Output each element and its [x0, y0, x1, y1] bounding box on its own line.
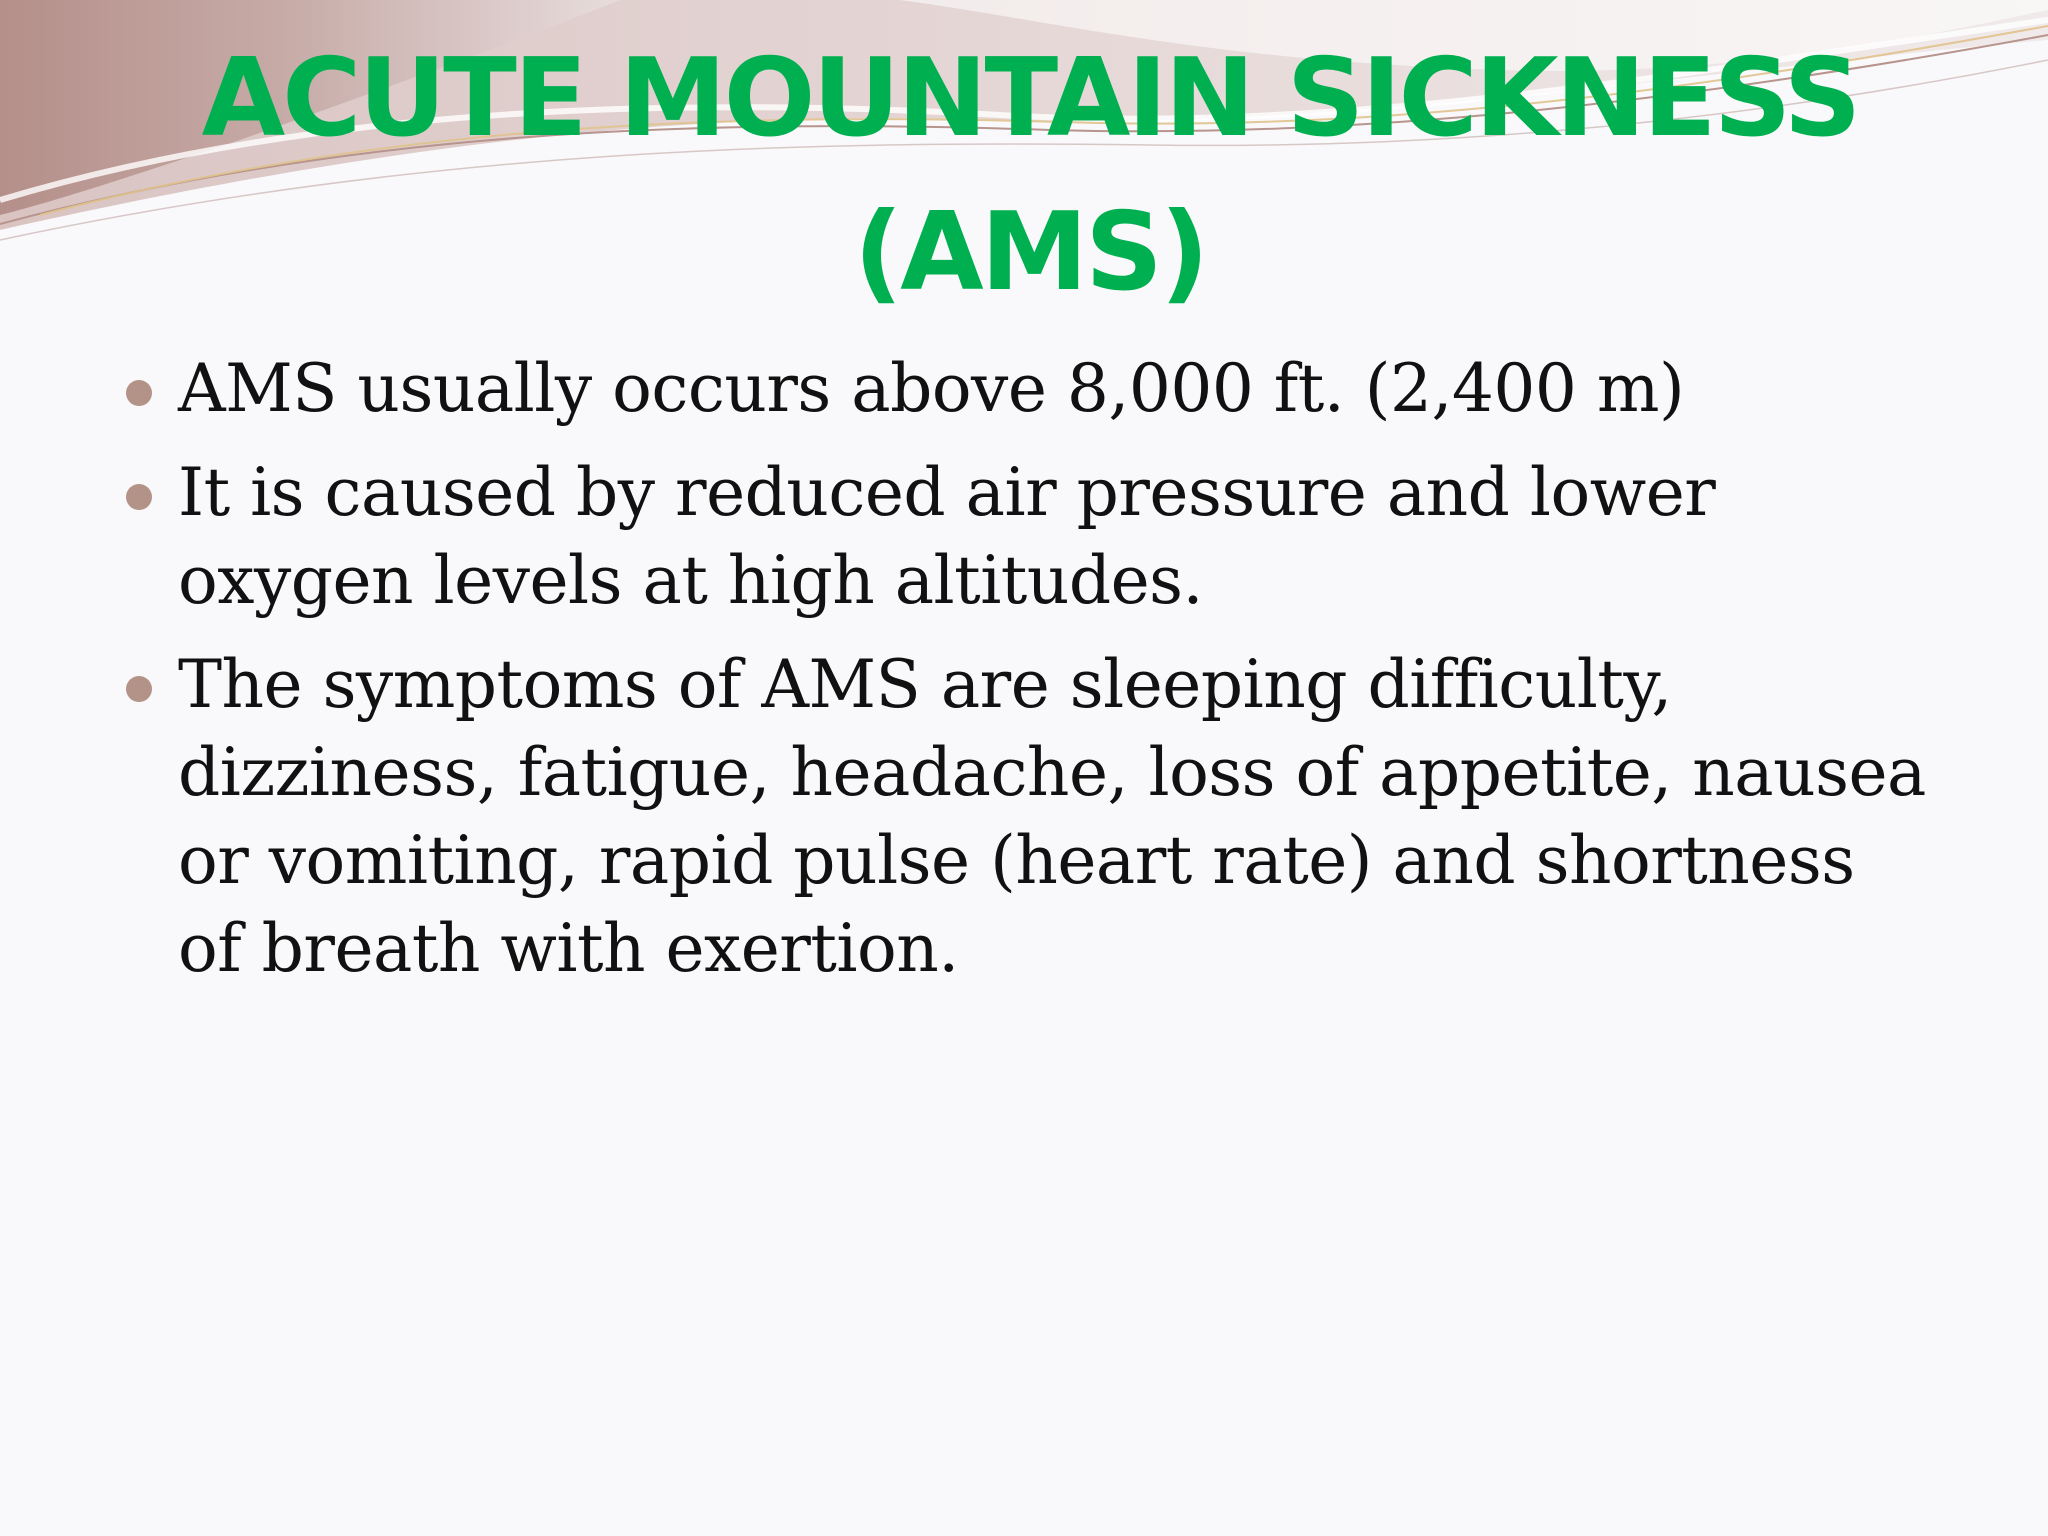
- bullet-text: The symptoms of AMS are sleeping difficulty, dizziness, fatigue, headache, loss of appetite, nausea or vomiting, rapid pulse (heart rate) and shortness of breath with exertion.: [178, 646, 1926, 987]
- bullet-item: [118, 641, 1938, 993]
- title-line-2: (AMS): [853, 190, 1207, 315]
- bullet-item: [118, 449, 1938, 625]
- bullet-list: [118, 345, 1938, 1009]
- title-line-1: ACUTE MOUNTAIN SICKNESS: [201, 36, 1859, 161]
- slide-title: [150, 22, 1910, 330]
- bullet-item: [118, 345, 1938, 433]
- bullet-dot-icon: [126, 484, 152, 510]
- bullet-dot-icon: [126, 676, 152, 702]
- bullet-text: AMS usually occurs above 8,000 ft. (2,400 m): [178, 350, 1685, 427]
- bullet-text: It is caused by reduced air pressure and lower oxygen levels at high altitudes.: [178, 454, 1716, 619]
- bullet-dot-icon: [126, 380, 152, 406]
